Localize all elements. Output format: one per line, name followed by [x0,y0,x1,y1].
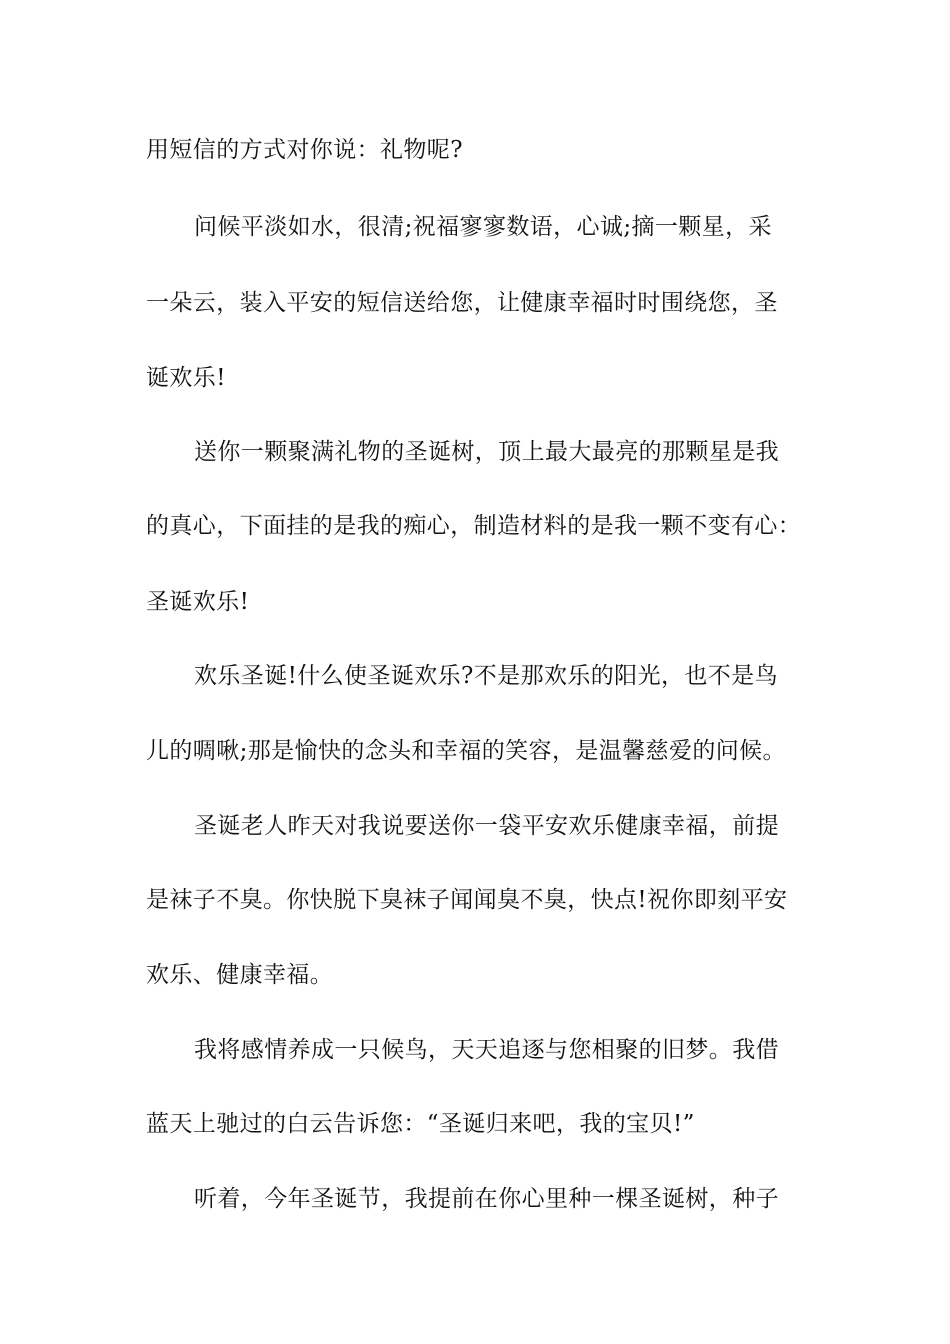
paragraph-first-line: 听着，今年圣诞节，我提前在你心里种一棵圣诞树，种子 [194,1186,779,1212]
text-line: 诞欢乐! [146,365,226,391]
text-line: 用短信的方式对你说：礼物呢? [146,137,463,163]
paragraph-first-line: 我将感情养成一只候鸟，天天追逐与您相聚的旧梦。我借 [194,1037,779,1063]
text-line: 欢乐、健康幸福。 [146,962,334,988]
paragraph-first-line: 圣诞老人昨天对我说要送你一袋平安欢乐健康幸福，前提 [194,813,779,839]
text-line: 圣诞欢乐! [146,589,250,615]
text-line: 儿的啁啾;那是愉快的念头和幸福的笑容，是温馨慈爱的问候。 [146,738,786,764]
paragraph-first-line: 欢乐圣诞!什么使圣诞欢乐?不是那欢乐的阳光，也不是鸟 [194,663,778,689]
paragraph-first-line: 问候平淡如水，很清;祝福寥寥数语，心诚;摘一颗星，采 [194,214,772,240]
text-line: 蓝天上驰过的白云告诉您：“圣诞归来吧，我的宝贝!” [146,1111,695,1137]
text-line: 的真心，下面挂的是我的痴心，制造材料的是我一颗不变有心： [146,513,802,539]
text-line: 是袜子不臭。你快脱下臭袜子闻闻臭不臭，快点!祝你即刻平安 [146,887,788,913]
text-line: 一朵云，装入平安的短信送给您，让健康幸福时时围绕您，圣 [146,290,778,316]
paragraph-first-line: 送你一颗聚满礼物的圣诞树，顶上最大最亮的那颗星是我 [194,439,779,465]
